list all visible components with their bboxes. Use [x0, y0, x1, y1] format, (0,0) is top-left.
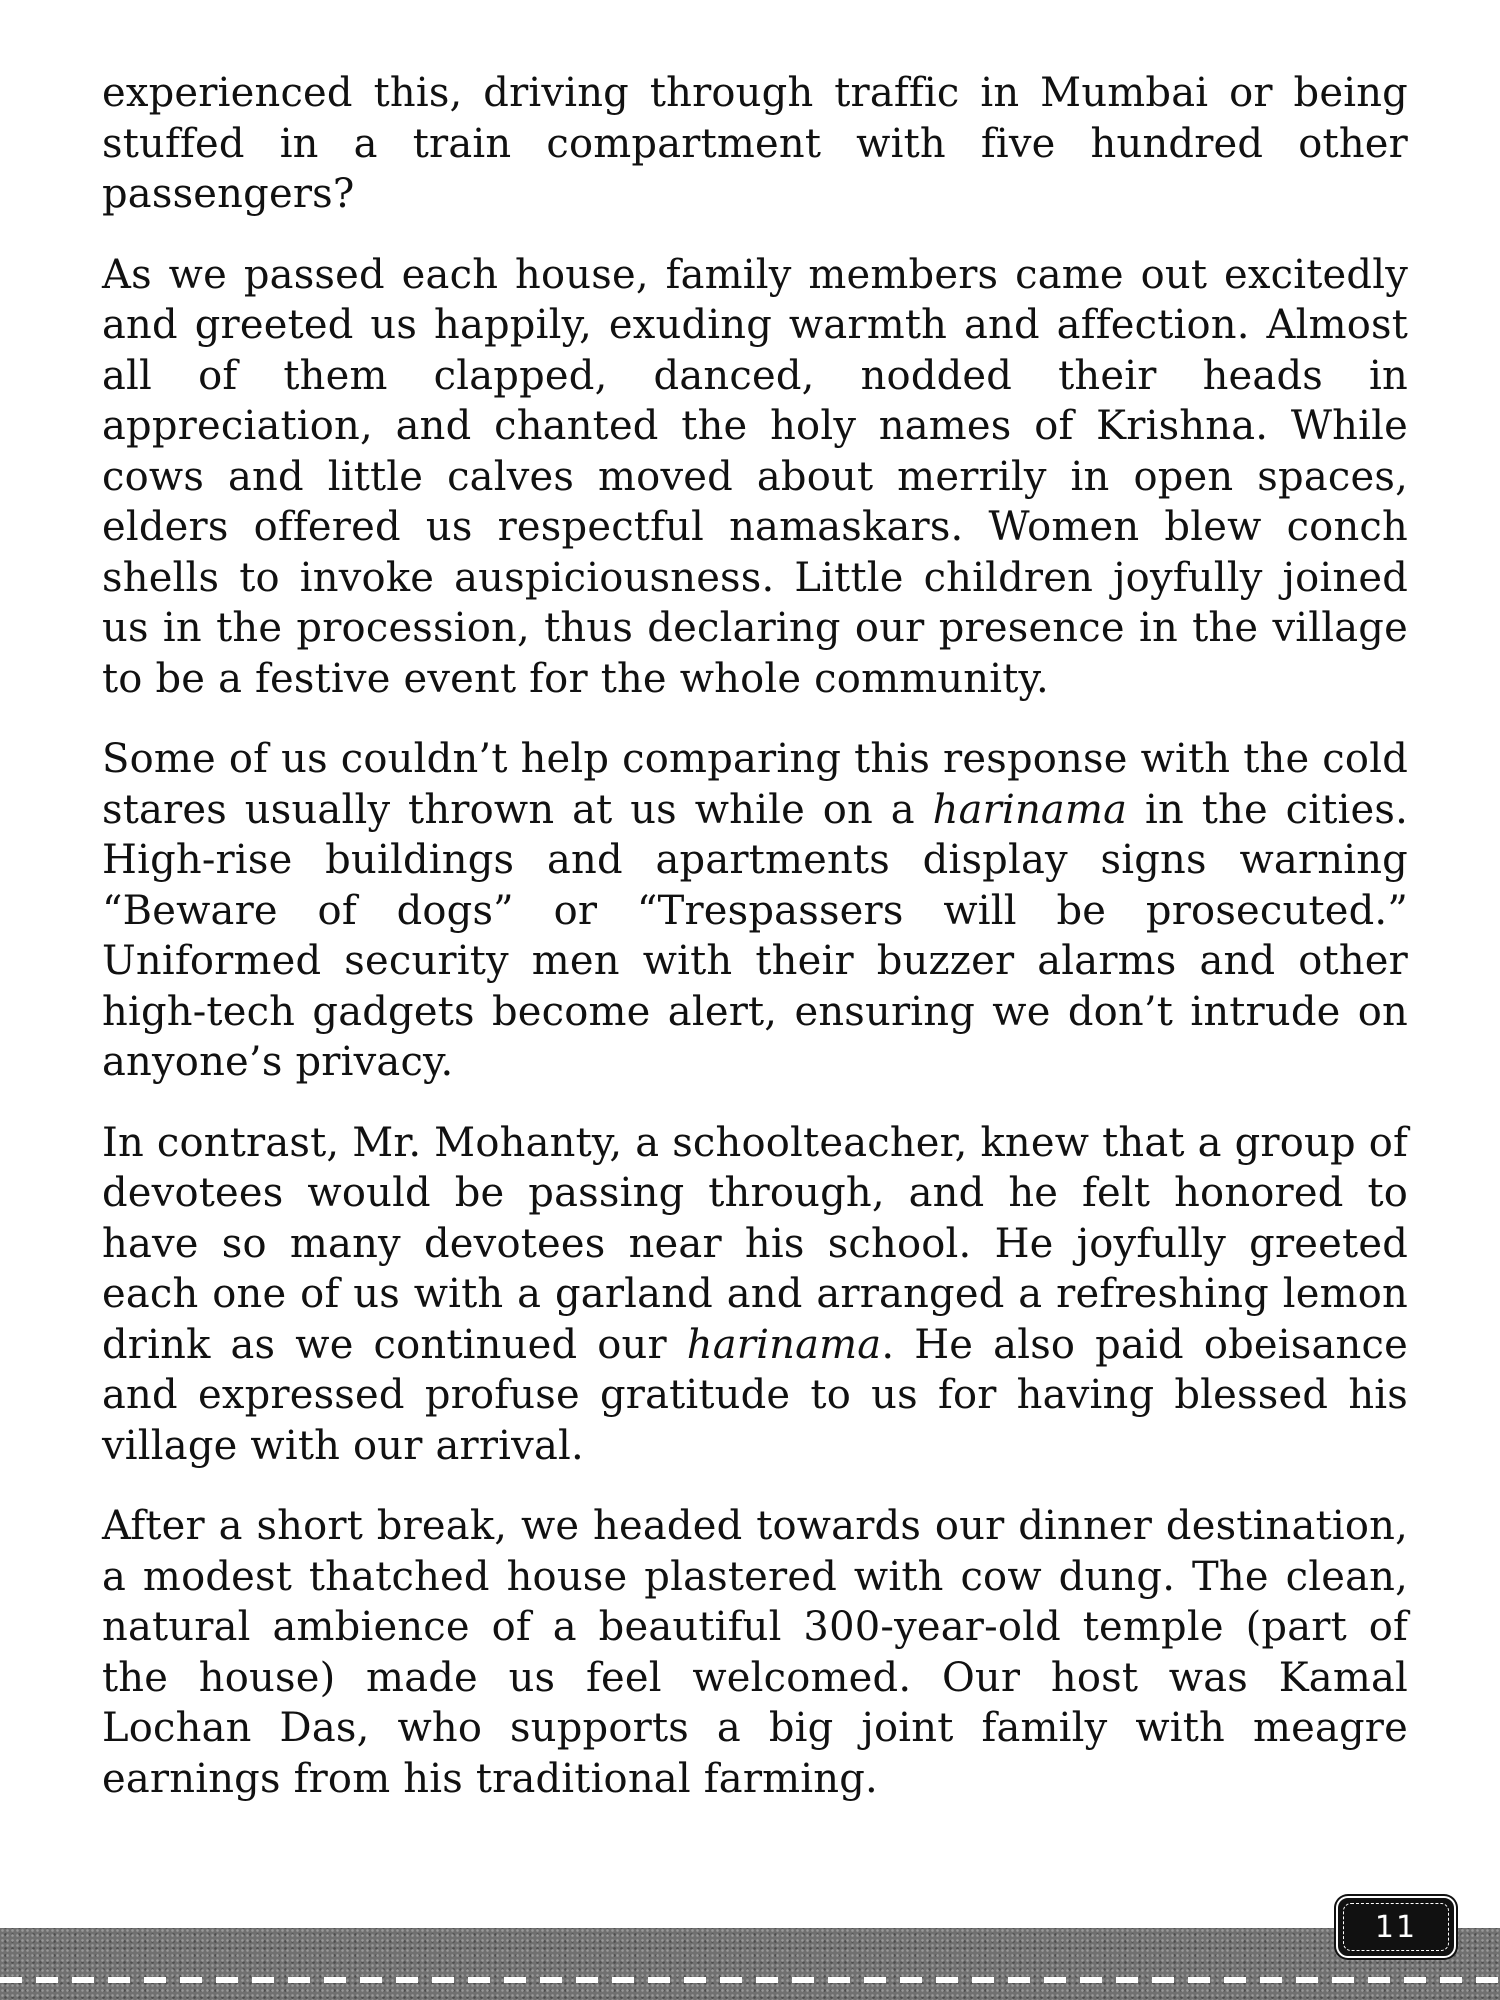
paragraph-4-text-a: In contrast, Mr. Mohanty, a schoolteacher, knew that a group of devotees would be passing through, and he felt honored to have so many devotees near his school. He joyfully greeted each one of us with a garland and arranged a refreshing lemon drink as we continued our — [102, 1119, 1408, 1368]
page-number-tab — [1336, 1896, 1456, 1958]
paragraph-3-text-a: Some of us couldn’t help comparing this response with the cold stares usually thrown at us while on a — [102, 736, 1408, 833]
paragraph-5: After a short break, we headed towards our dinner destination, a modest thatched house plastered with cow dung. The clean, natural ambience of a beautiful 300-year-old temple (part of the house) made us feel welcomed. Our host was Kamal Lochan Das, who supports a big joint family with meagre earnings from his traditional farming. — [102, 1503, 1408, 1802]
paragraph-4-italic-term: harinama — [686, 1321, 882, 1368]
paragraph-3 — [102, 734, 1408, 1088]
footer-dashed-line — [0, 1977, 1500, 1983]
paragraph-4-text-c: . He also paid obeisance and expressed profuse gratitude to us for having blessed his village with our arrival. — [102, 1321, 1408, 1469]
paragraph-1: experienced this, driving through traffic in Mumbai or being stuffed in a train compartment with five hundred other passengers? — [102, 70, 1408, 217]
page-body — [102, 68, 1408, 1834]
paragraph-4 — [102, 1118, 1408, 1472]
footer-band — [0, 1928, 1500, 2000]
paragraph-3-italic-term: harinama — [932, 786, 1128, 833]
paragraph-2: As we passed each house, family members came out excitedly and greeted us happily, exuding warmth and affection. Almost all of them clapped, danced, nodded their heads in appreciation, and chanted the holy names of Krishna. While cows and little calves moved about merrily in open spaces, elders offered us respectful namaskars. Women blew conch shells to invoke auspiciousness. Little children joyfully joined us in the procession, thus declaring our presence in the village to be a festive event for the whole community. — [102, 251, 1408, 702]
paragraph-3-text-c: in the cities. High-rise buildings and apartments display signs warning “Beware of dogs” or “Trespassers will be prosecuted.” Uniformed security men with their buzzer alarms and other high-tech gadgets become alert, ensuring we don’t intrude on anyone’s privacy. — [102, 786, 1408, 1085]
page-number: 11 — [1374, 1909, 1418, 1945]
